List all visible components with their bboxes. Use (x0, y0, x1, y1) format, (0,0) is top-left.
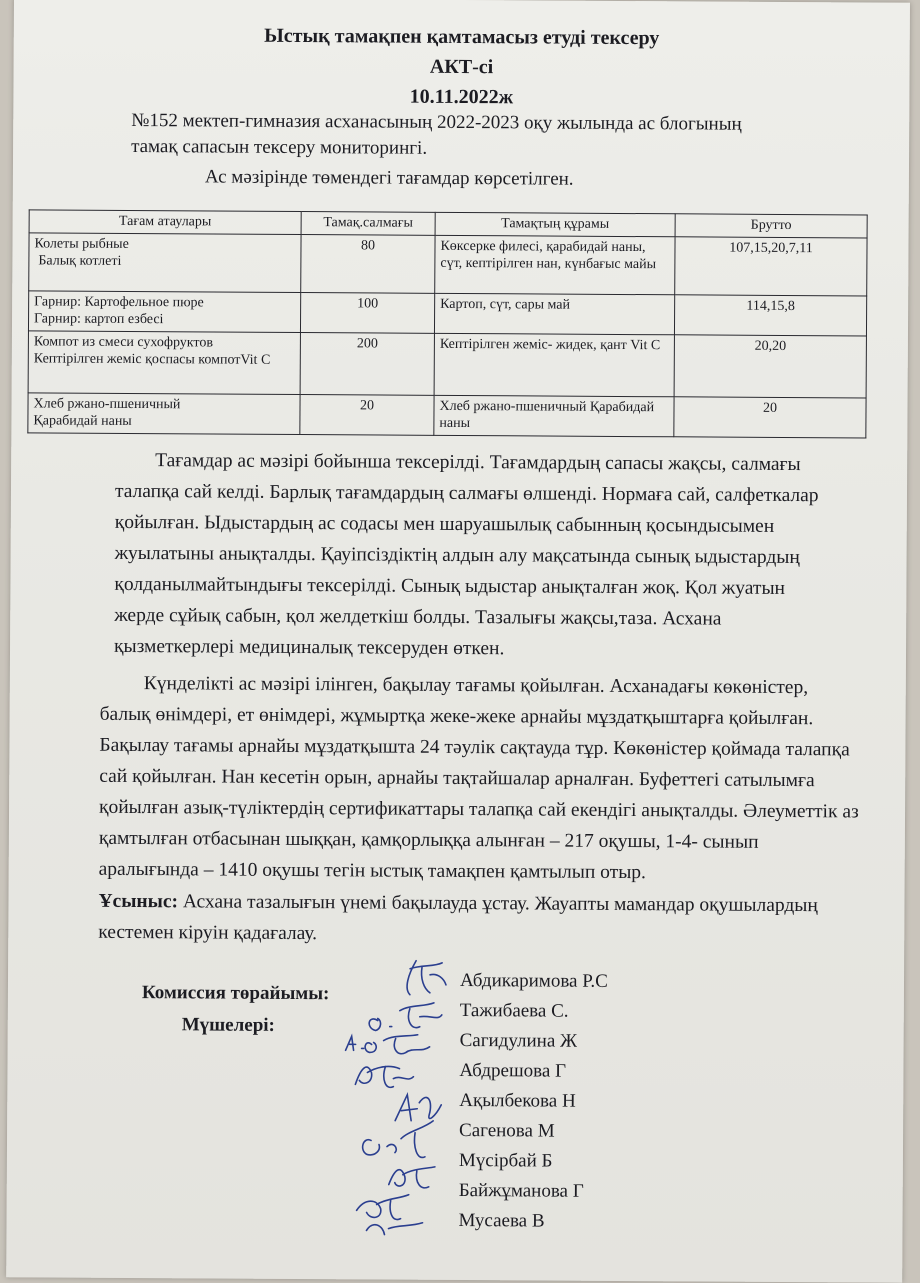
header-dish-name: Тағам атаулары (29, 210, 301, 235)
header-brutto: Брутто (675, 214, 867, 238)
brutto-cell: 114,15,8 (674, 295, 866, 336)
dish-name-cell (29, 233, 301, 293)
commission-member-name: Мусаева В (458, 1210, 545, 1232)
dish-name-kz: Балық котлеті (38, 253, 122, 269)
commission-member-name: Байжұманова Г (458, 1180, 584, 1202)
proposal-text: Асхана тазалығын үнемі бақылауда ұстау. Жауапты мамандар оқушылардың кестемен кіруін қадағалау. (98, 891, 818, 945)
commission-member-name: Ақылбекова Н (459, 1090, 576, 1112)
dish-name-cell (28, 331, 300, 395)
table-row (29, 233, 867, 296)
composition-cell: Көксерке филесі, қарабидай наны, сүт, кептірілген нан, күнбағыс майы (435, 235, 675, 294)
composition-cell: Картоп, сүт, сары май (434, 293, 674, 334)
dish-name-kz: Қарабидай наны (33, 413, 132, 429)
proposal (98, 886, 858, 953)
document-title: Ыстық тамақпен қамтамасыз етуді тексеру (264, 24, 660, 50)
intro-line-2: тамақ сапасын тексеру мониторингі. (131, 135, 428, 159)
composition-cell: Кептірілген жеміс- жидек, қант Vit C (434, 333, 674, 396)
dish-name-cell (28, 291, 300, 333)
commission-member-name: Тажибаева С. (459, 1000, 569, 1022)
table-row (28, 291, 866, 336)
dish-name-ru: Колеты рыбные (34, 236, 129, 252)
table-row (28, 331, 866, 398)
dish-name-ru: Хлеб ржано-пшеничный (33, 396, 181, 413)
header-weight: Тамақ.салмағы (301, 212, 435, 236)
weight-cell: 100 (300, 293, 434, 334)
commission-names (458, 966, 608, 1237)
composition-cell: Хлеб ржано-пшеничный Қарабидай наны (434, 395, 674, 436)
chair-label: Комиссия төрайымы: (141, 982, 330, 1005)
dish-name-ru: Компот из смеси сухофруктов (33, 334, 214, 351)
document-subtitle: АКТ-сі (429, 55, 494, 79)
dish-name-kz: Кептірілген жеміс қоспасы компотVit C (33, 351, 271, 368)
commission-chair-name: Абдикаримова Р.С (459, 970, 608, 992)
proposal-label: Ұсыныс: (98, 890, 179, 913)
brutto-cell: 107,15,20,7,11 (675, 237, 867, 296)
document-page (6, 0, 910, 1283)
paragraph-inspection (114, 445, 835, 666)
dish-name-kz: Гарнир: картоп езбесі (33, 311, 164, 328)
dish-name-cell (28, 393, 300, 435)
menu-table (27, 209, 867, 438)
signatures-image (336, 954, 458, 1245)
commission-member-name: Сагидулина Ж (459, 1030, 578, 1052)
menu-intro: Ас мәзірінде төмендегі тағамдар көрсетілген. (204, 166, 574, 190)
commission-member-name: Мүсірбай Б (458, 1150, 553, 1172)
intro-line-1: №152 мектеп-гимназия асханасының 2022-2023 оқу жылында ас блогының (131, 109, 742, 135)
table-row (28, 393, 866, 438)
dish-name-ru: Гарнир: Картофельное пюре (34, 294, 204, 311)
members-label: Мүшелері: (181, 1014, 275, 1036)
paragraph-inspection-text: Тағамдар ас мәзірі бойынша тексерілді. Тағамдардың сапасы жақсы, салмағы талапқа сай келді. Барлық тағамдардың салмағы өлшенді. Нормаға сай, салфеткалар қойылған. Ыдыстардың ас содасы мен шаруашылық сабынның қосындысымен жуылатыны анықталды. Қауіпсіздіктің алдын алу мақсатында сынық ыдыстардың қолданылмайтындығы тексерілді. Сынық ыдыстар анықталған жоқ. Қол жуатын жерде сұйық сабын, қол желдеткіш болды. Тазалығы жақсы,таза. Асхана қызметкерлері медициналық тексеруден өткен. (113, 450, 819, 660)
brutto-cell: 20,20 (674, 335, 866, 398)
commission-member-name: Абдрешова Г (459, 1060, 567, 1082)
weight-cell: 80 (301, 235, 435, 294)
paragraph-storage (99, 668, 860, 890)
weight-cell: 200 (300, 333, 434, 396)
header-composition: Тамақтың құрамы (435, 212, 675, 236)
weight-cell: 20 (300, 395, 434, 436)
commission-member-name: Сагенова М (459, 1120, 555, 1142)
brutto-cell: 20 (674, 397, 866, 438)
document-date: 10.11.2022ж (409, 85, 514, 109)
paragraph-storage-text: Күнделікті ас мәзірі ілінген, бақылау тағамы қойылған. Асханадағы көкөністер, балық өнімдері, ет өнімдері, жұмыртқа жеке-жеке арнайы мұздатқыштарға қойылған. Бақылау тағамы арнайы мұздатқышта 24 тәулік сақтауда тұр. Көкөністер қоймада талапқа сай қойылған. Нан кесетін орын, арнайы тақтайшалар арналған. Буфеттегі сатылымға қойылған азық-түліктердің сертификаттары талапқа сай екендігі анықталды. Әлеуметтік аз қамтылған отбасынан шыққан, қамқорлыққа алынған – 217 оқушы, 1-4- сынып аралығында – 1410 оқушы тегін ыстық тамақпен қамтылып отыр. (98, 673, 859, 884)
